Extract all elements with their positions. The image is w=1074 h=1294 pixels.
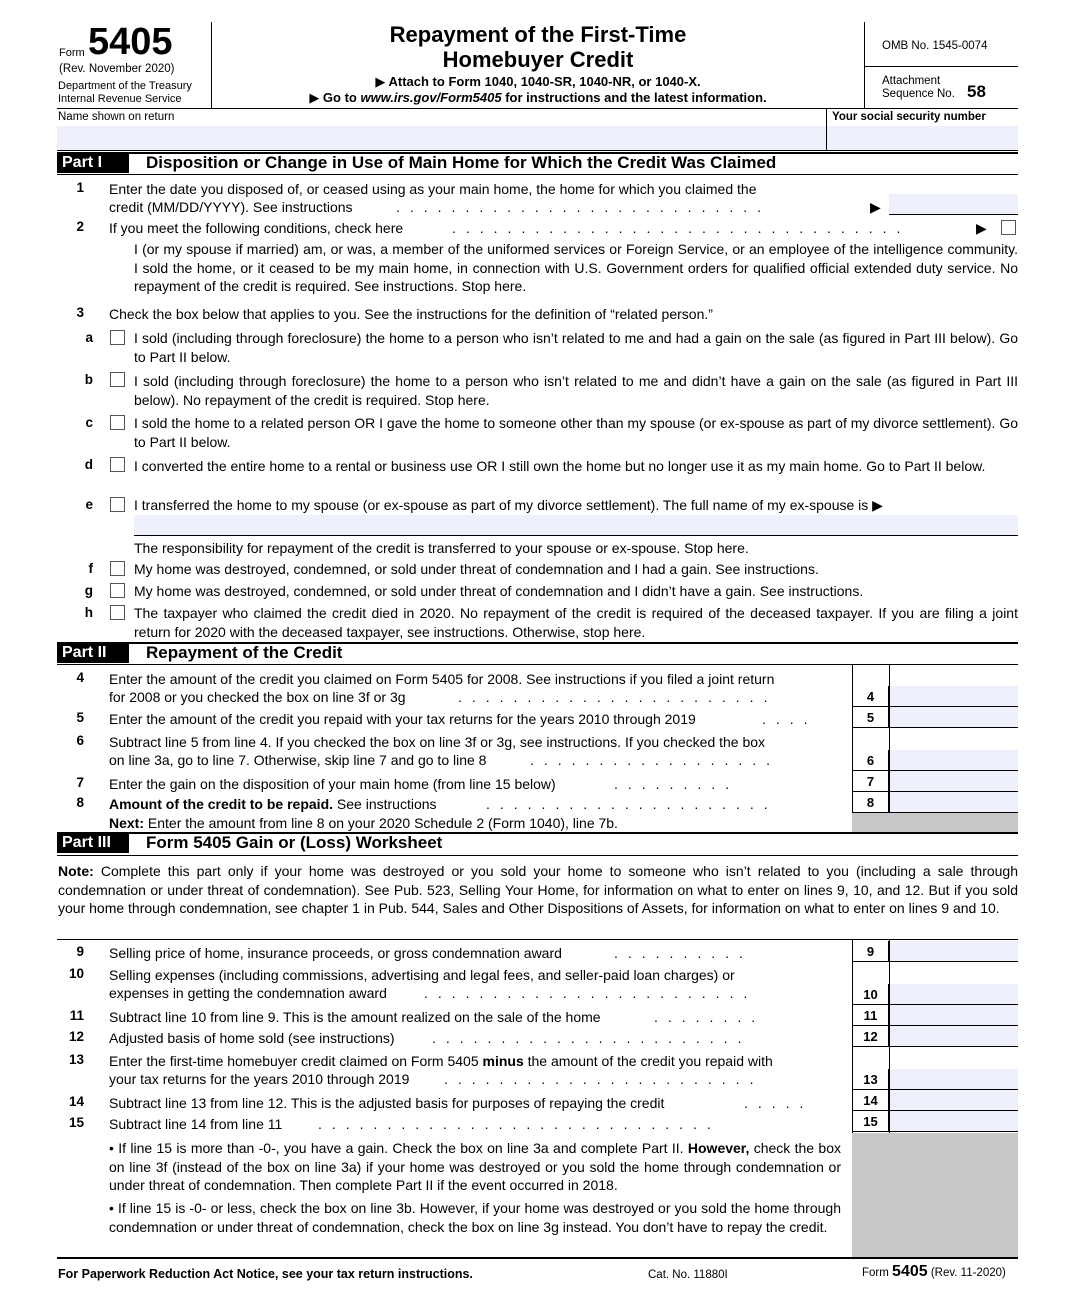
line13-amount-input[interactable] [890, 1069, 1018, 1090]
line4-amount-input[interactable] [890, 686, 1018, 707]
name-row-bottom-rule [57, 150, 1018, 151]
part2-title: Repayment of the Credit [146, 643, 343, 662]
line11-leader-dots: ........ [654, 1009, 766, 1025]
part3-label: Part III [57, 833, 129, 853]
agency: Internal Revenue Service [58, 93, 182, 105]
line4-box-number: 4 [852, 686, 889, 707]
line2-arrow-icon: ▶ [976, 220, 987, 236]
line4-text-b: for 2008 or you checked the box on line 3f or 3g [109, 689, 406, 705]
line15-bullet-gain [109, 1139, 841, 1195]
form-word: Form [59, 47, 85, 59]
line8-box-number: 8 [852, 792, 889, 813]
line3e-letter: e [85, 497, 93, 512]
line15-bullet-loss: • If line 15 is -0- or less, check the box on line 3b. However, if your home was destroyed or you sold the home through condemnation or under threat of condemnation, check the box on line 3g instead. You don’t have to repay the credit. [109, 1200, 841, 1235]
line3a-checkbox[interactable] [110, 330, 125, 345]
line11-text: Subtract line 10 from line 9. This is the amount realized on the sale of the home [109, 1009, 601, 1025]
bullet1-bold: However, [687, 1140, 750, 1156]
line6-box-number: 6 [852, 750, 889, 771]
line13-text-b: your tax returns for the years 2010 through 2019 [109, 1071, 410, 1087]
part3-note-rule [57, 939, 1018, 940]
line14-box-number: 14 [852, 1090, 889, 1111]
line3d-checkbox[interactable] [110, 457, 125, 472]
line3g-checkbox[interactable] [110, 583, 125, 598]
goto-suffix: for instructions and the latest information. [501, 90, 767, 105]
form-title-line2: Homebuyer Credit [442, 47, 634, 72]
catalog-number: Cat. No. 11880I [648, 1269, 728, 1281]
line12-number: 12 [68, 1029, 84, 1044]
sequence-label: Sequence No. [882, 88, 955, 100]
line8-number: 8 [76, 795, 84, 810]
line8-text-rest: See instructions [333, 796, 437, 812]
line12-box-number: 12 [852, 1026, 889, 1047]
line6-amount-input[interactable] [890, 750, 1018, 771]
line11-number: 11 [69, 1008, 84, 1023]
ssn-input[interactable] [827, 126, 1018, 150]
line3d-text: I converted the entire home to a rental or business use OR I still own the home but no longer use it as my main home. Go to Part II below. [134, 458, 986, 474]
line7-leader-dots: ......... [614, 776, 740, 792]
line7-box-number: 7 [852, 771, 889, 792]
note-rest: Complete this part only if your home was destroyed or you sold your home to someone who isn’t related to you (including a sale through condemnation or under threat of condemnation). See Pub. 523, Selling Your Home, for information on what to enter on lines 9, 10, and 12. But if you sold your home through condemnation, see chapter 1 in Pub. 544, Sales and Other Dispositions of Assets, for information on what to enter on lines 9 and 10. [58, 863, 1018, 916]
line14-amount-input[interactable] [890, 1090, 1018, 1111]
line15-box-number: 15 [852, 1111, 889, 1132]
bullet1-pre: • If line 15 is more than -0-, you have a gain. Check the box on line 3a and complete Part II. [109, 1140, 688, 1156]
line10-text-a: Selling expenses (including commissions, advertising and legal fees, and seller-paid loan charges) or [109, 967, 735, 983]
line10-text-b: expenses in getting the condemnation award [109, 985, 387, 1001]
line8-shaded-area [852, 813, 1018, 832]
footer-rev: (Rev. 11-2020) [930, 1267, 1006, 1279]
line3-number: 3 [76, 305, 84, 320]
line5-text: Enter the amount of the credit you repaid with your tax returns for the years 2010 through 2019 [109, 711, 696, 727]
line3a-text: I sold (including through foreclosure) the home to a person who isn’t related to me and had a gain on the sale (as figured in Part III below). Go to Part II below. [134, 330, 1018, 365]
line9-number: 9 [76, 944, 84, 959]
omb-divider [864, 66, 1018, 67]
line1-arrow-icon: ▶ [870, 199, 881, 215]
part1-title-rule [57, 174, 1018, 175]
line13-text-post: the amount of the credit you repaid with [523, 1053, 773, 1069]
line9-box-number: 9 [852, 941, 889, 962]
paperwork-notice: For Paperwork Reduction Act Notice, see your tax return instructions. [58, 1267, 473, 1281]
line11-amount-input[interactable] [890, 1005, 1018, 1026]
line3-text: Check the box below that applies to you. See the instructions for the definition of “related person.” [109, 306, 713, 322]
line3h-letter: h [84, 605, 93, 620]
footer-rule [57, 1257, 1018, 1259]
line3g-letter: g [84, 583, 93, 598]
line6-text-a: Subtract line 5 from line 4. If you checked the box on line 3f or 3g, see instructions. If you checked the box [109, 734, 766, 750]
line3e-checkbox[interactable] [110, 497, 125, 512]
name-input[interactable] [57, 126, 826, 150]
part3-title-rule [57, 855, 1018, 856]
irs-url-link[interactable]: www.irs.gov/Form5405 [360, 90, 502, 105]
line3c-checkbox[interactable] [110, 415, 125, 430]
line11-box-number: 11 [852, 1005, 889, 1026]
line5-leader-dots: .... [762, 711, 818, 727]
line7-amount-input[interactable] [890, 771, 1018, 792]
next-rest: Enter the amount from line 8 on your 2020 Schedule 2 (Form 1040), line 7b. [144, 815, 618, 831]
line3b-text: I sold (including through foreclosure) the home to a person who isn’t related to me and didn’t have a gain on the sale (as figured in Part III below). No repayment of the credit is required. Stop here. [134, 373, 1018, 408]
ex-spouse-name-input[interactable] [134, 515, 1018, 536]
footer-form-number: 5405 [892, 1263, 928, 1280]
sequence-number: 58 [967, 82, 986, 101]
line5-box-number: 5 [852, 707, 889, 728]
line7-text: Enter the gain on the disposition of your main home (from line 15 below) [109, 776, 556, 792]
part3-note [58, 862, 1018, 918]
line3h-text: The taxpayer who claimed the credit died in 2020. No repayment of the credit is required of the deceased taxpayer. If you are filing a joint return for 2020 with the deceased taxpayer, see instructions. Otherwise, stop here. [134, 605, 1018, 640]
line15-text: Subtract line 14 from line 11 [109, 1116, 283, 1132]
attach-instruction: ▶ Attach to Form 1040, 1040-SR, 1040-NR, or 1040-X. [375, 74, 701, 89]
line3f-text: My home was destroyed, condemned, or sold under threat of condemnation and I had a gain. See instructions. [134, 561, 819, 577]
line10-leader-dots: ........................ [424, 985, 758, 1001]
line12-amount-input[interactable] [890, 1026, 1018, 1047]
line6-text-b: on line 3a, go to line 7. Otherwise, skip line 7 and go to line 8 [109, 752, 487, 768]
line13-number: 13 [68, 1052, 84, 1067]
line5-amount-input[interactable] [890, 707, 1018, 728]
form-title-line1: Repayment of the First-Time [389, 22, 687, 47]
line3b-letter: b [84, 372, 93, 387]
line4-text-a: Enter the amount of the credit you claimed on Form 5405 for 2008. See instructions if you filed a joint return [109, 671, 775, 687]
line8-text [109, 795, 437, 813]
line6-leader-dots: .................. [530, 752, 781, 768]
line3e-text-continued: The responsibility for repayment of the credit is transferred to your spouse or ex-spouse. Stop here. [134, 540, 749, 556]
line3f-checkbox[interactable] [110, 561, 125, 576]
goto-prefix: ▶ Go to [309, 90, 361, 105]
line13-text-a [109, 1052, 773, 1070]
footer-form-word: Form [862, 1267, 889, 1279]
form-number: 5405 [88, 21, 173, 63]
line12-text: Adjusted basis of home sold (see instructions) [109, 1030, 395, 1046]
line13-box-number: 13 [852, 1069, 889, 1090]
line3b-checkbox[interactable] [110, 372, 125, 387]
footer-form-id [862, 1262, 1006, 1283]
line9-leader-dots: .......... [614, 945, 753, 961]
name-label: Name shown on return [58, 111, 175, 123]
part2-label: Part II [57, 643, 129, 663]
line14-text: Subtract line 13 from line 12. This is the adjusted basis for purposes of repaying the credit [109, 1095, 665, 1111]
line9-text: Selling price of home, insurance proceeds, or gross condemnation award [109, 945, 562, 961]
omb-number: OMB No. 1545-0074 [882, 40, 988, 52]
line14-leader-dots: ..... [744, 1095, 814, 1111]
line3c-letter: c [85, 415, 93, 430]
line10-number: 10 [68, 966, 84, 981]
line15-number: 15 [68, 1115, 84, 1130]
line3e-text: I transferred the home to my spouse (or ex-spouse as part of my divorce settlement). The full name of my ex-spouse is ▶ [134, 497, 883, 513]
line2-leader-dots: ................................. [452, 220, 911, 236]
line2-number: 2 [76, 219, 84, 234]
line15-shaded-area [852, 1133, 1018, 1257]
line3h-checkbox[interactable] [110, 605, 125, 620]
part2-title-rule [57, 664, 1018, 665]
line2-checkbox[interactable] [1001, 220, 1016, 235]
department: Department of the Treasury [58, 80, 192, 92]
line3c-text: I sold the home to a related person OR I gave the home to someone other than my spouse (or ex-spouse as part of my divorce settlement). Go to Part II below. [134, 415, 1019, 450]
line14-number: 14 [68, 1094, 84, 1109]
bullet1-post: check the box on line 3f (instead of the box on line 3a) if your home was destroyed or you sold the home through condemnation or under threat of condemnation. Then complete Part II if the event occurred in 2018. [109, 1140, 841, 1193]
line8-amount-input[interactable] [890, 792, 1018, 813]
header-bottom-rule [57, 108, 1018, 109]
line1-leader-dots: ........................... [396, 199, 772, 215]
line2-text: If you meet the following conditions, check here [109, 220, 404, 236]
line9-amount-input[interactable] [890, 941, 1018, 962]
part3-title: Form 5405 Gain or (Loss) Worksheet [146, 833, 443, 852]
line5-number: 5 [76, 710, 84, 725]
line15-leader-dots: ............................. [318, 1116, 721, 1132]
line13-text-pre: Enter the first-time homebuyer credit claimed on Form 5405 [109, 1053, 483, 1069]
goto-instruction [212, 90, 864, 106]
line1-number: 1 [76, 180, 84, 195]
attachment-label: Attachment [882, 75, 941, 87]
line4-leader-dots: ....................... [458, 689, 778, 705]
header-divider-right [864, 22, 865, 108]
line8-next-instruction [109, 814, 618, 832]
line4-number: 4 [76, 670, 84, 685]
line2-detail: I (or my spouse if married) am, or was, a member of the uniformed services or Foreign Service, or an employee of the intelligence community. I sold the home, or it ceased to be my main home, in connection with U.S. Government orders for qualified official extended duty service. No repayment of the credit is required. See instructions. Stop here. [134, 241, 1018, 294]
ssn-label: Your social security number [832, 111, 986, 123]
line8-text-bold: Amount of the credit to be repaid. [109, 796, 334, 812]
line10-amount-input[interactable] [890, 984, 1018, 1005]
line6-number: 6 [76, 733, 84, 748]
line13-leader-dots: ....................... [444, 1071, 764, 1087]
revision-date: (Rev. November 2020) [59, 63, 175, 75]
line10-box-number: 10 [852, 984, 889, 1005]
line1-date-input[interactable] [889, 194, 1018, 215]
note-bold: Note: [58, 863, 94, 879]
part1-title: Disposition or Change in Use of Main Home for Which the Credit Was Claimed [146, 153, 777, 172]
line3f-letter: f [88, 561, 93, 576]
line1-text-a: Enter the date you disposed of, or ceased using as your main home, the home for which you claimed the [109, 181, 757, 197]
line3d-letter: d [84, 457, 93, 472]
line12-leader-dots: ....................... [432, 1030, 752, 1046]
line8-leader-dots: ..................... [486, 796, 778, 812]
line3g-text: My home was destroyed, condemned, or sold under threat of condemnation and I didn’t have a gain. See instructions. [134, 583, 864, 599]
line1-text-b: credit (MM/DD/YYYY). See instructions [109, 199, 353, 215]
line3a-letter: a [85, 330, 93, 345]
line13-text-bold: minus [482, 1053, 524, 1069]
line15-amount-input[interactable] [890, 1111, 1018, 1132]
part1-label: Part I [57, 153, 129, 173]
next-bold: Next: [109, 815, 145, 831]
line7-number: 7 [76, 775, 84, 790]
